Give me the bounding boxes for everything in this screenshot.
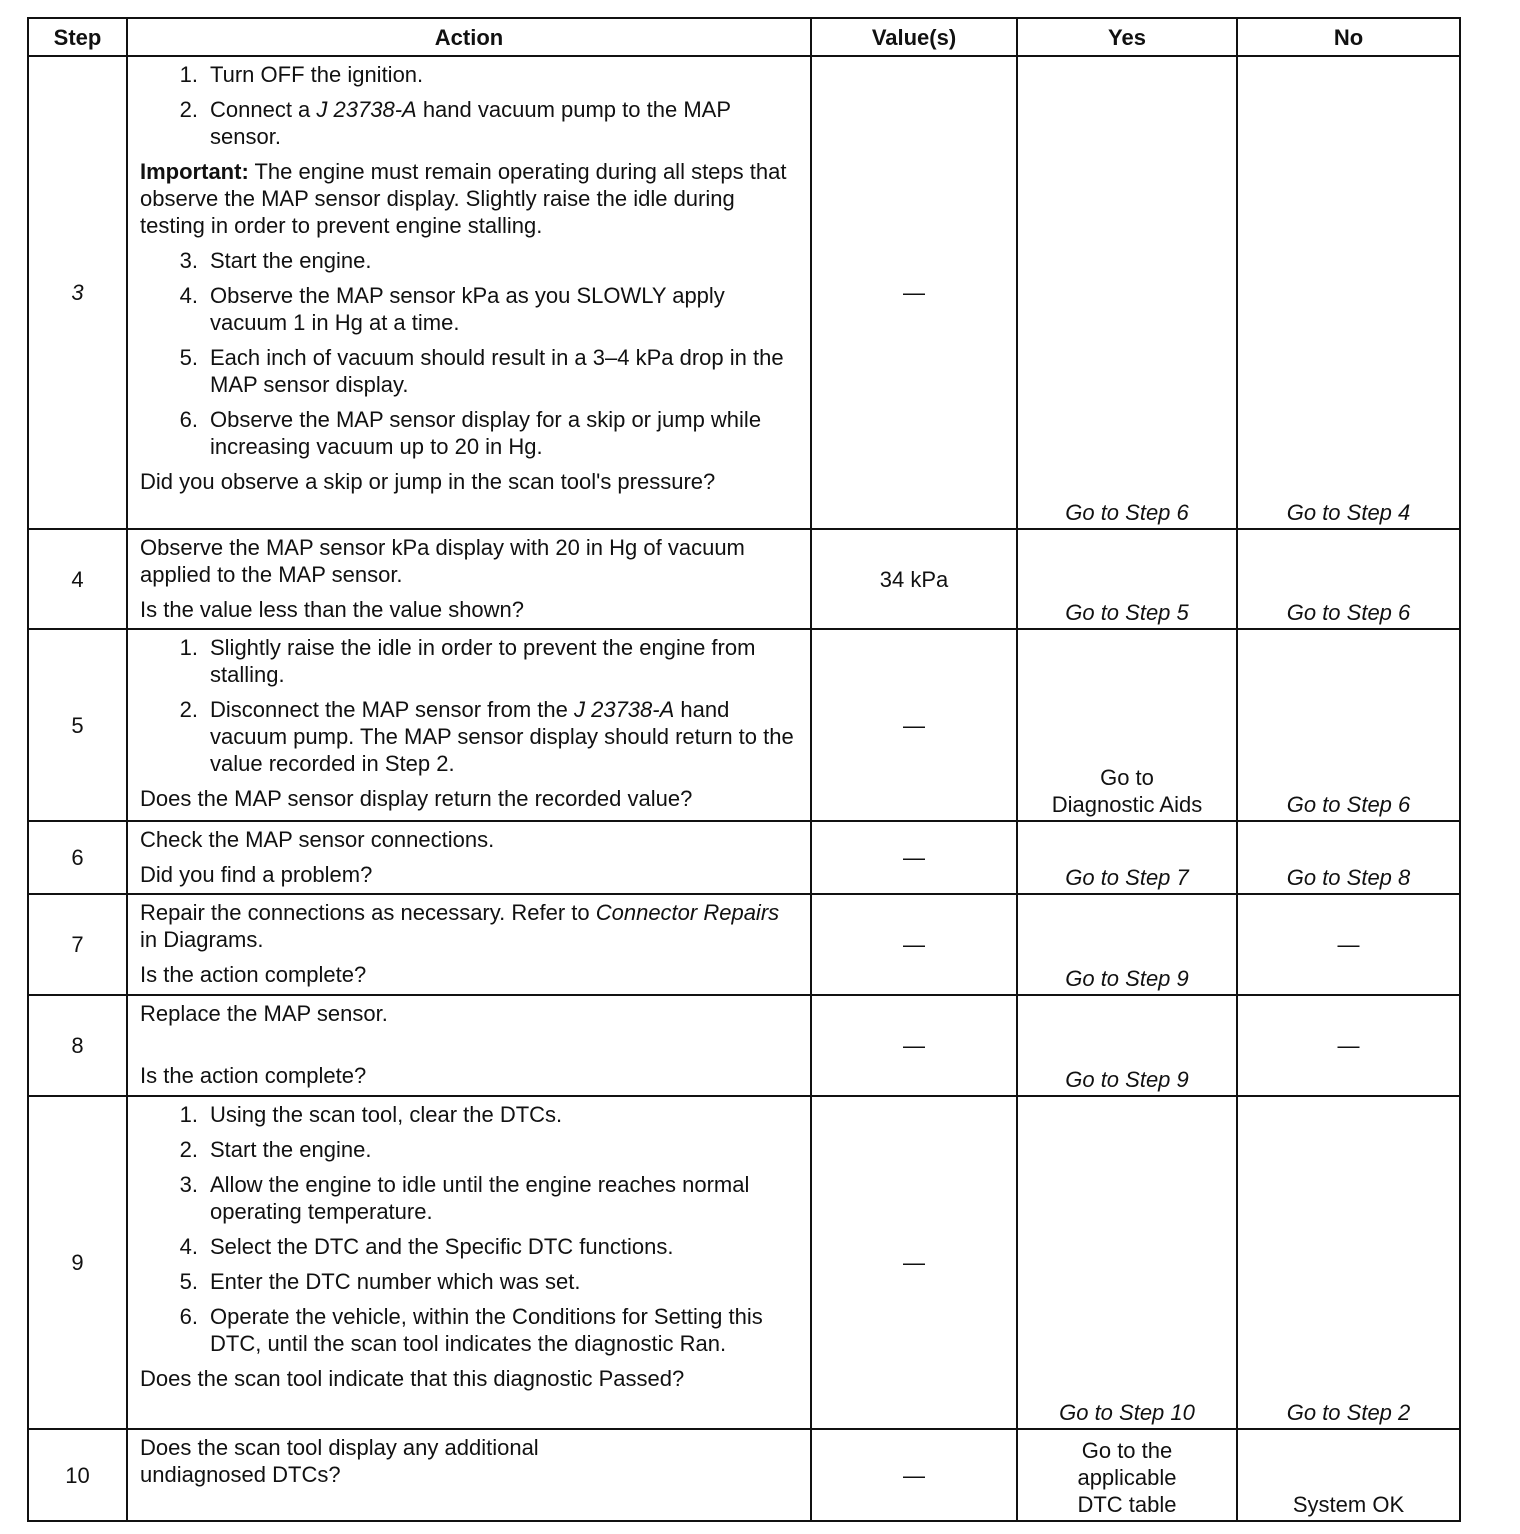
table-row-step-8 <box>28 995 1460 1096</box>
table-row-step-7 <box>28 894 1460 995</box>
action-cell <box>127 821 811 894</box>
list-item: 6. Operate the vehicle, within the Conditions for Setting this DTC, until the scan tool indicates the diagnostic Ran. <box>179 1304 763 1356</box>
important-note: Important: The engine must remain operating during all steps that observe the MAP sensor display. Slightly raise the idle during testing in order to prevent engine stalling. <box>140 159 787 238</box>
value-cell: — <box>811 821 1017 894</box>
action-cell <box>127 995 811 1096</box>
yes-cell: Go to Step 7 <box>1017 821 1237 894</box>
no-cell: Go to Step 6 <box>1237 529 1460 629</box>
header-step: Step <box>28 18 127 56</box>
yes-cell: Go to Step 5 <box>1017 529 1237 629</box>
value-cell: — <box>811 1429 1017 1521</box>
step-number: 7 <box>28 894 127 995</box>
tool-reference: J 23738-A <box>573 697 675 722</box>
question: Does the scan tool indicate that this diagnostic Passed? <box>140 1366 685 1391</box>
value-cell: — <box>811 1096 1017 1429</box>
no-cell: Go to Step 4 <box>1237 56 1460 529</box>
action-cell <box>127 56 811 529</box>
list-item: 1. Turn OFF the ignition. <box>179 62 424 87</box>
yes-cell: Go to Step 6 <box>1017 56 1237 529</box>
tool-reference: J 23738-A <box>316 97 417 122</box>
table-row-step-6 <box>28 821 1460 894</box>
no-cell: System OK <box>1237 1429 1460 1521</box>
list-item: 4. Select the DTC and the Specific DTC functions. <box>179 1234 674 1259</box>
question: Is the action complete? <box>140 962 367 987</box>
question: Does the scan tool display any additional undiagnosed DTCs? <box>140 1435 539 1487</box>
value-cell: — <box>811 995 1017 1096</box>
diagnostic-table <box>27 17 1461 1522</box>
list-item: 5. Enter the DTC number which was set. <box>179 1269 581 1294</box>
step-number: 5 <box>28 629 127 821</box>
doc-reference: Connector Repairs <box>595 900 780 925</box>
table-row-step-9 <box>28 1096 1460 1429</box>
value-cell: 34 kPa <box>811 529 1017 629</box>
table-row-step-10 <box>28 1429 1460 1521</box>
no-cell: — <box>1237 894 1460 995</box>
header-values: Value(s) <box>811 18 1017 56</box>
table-row-step-3 <box>28 56 1460 529</box>
action-text: Observe the MAP sensor kPa display with 20 in Hg of vacuum applied to the MAP sensor. <box>140 535 745 587</box>
value-cell: — <box>811 56 1017 529</box>
list-item: 2. Connect a J 23738-A hand vacuum pump to the MAP sensor. <box>179 97 731 149</box>
question: Is the action complete? <box>140 1063 367 1088</box>
no-cell: Go to Step 2 <box>1237 1096 1460 1429</box>
table-row-step-5 <box>28 629 1460 821</box>
step-number: 8 <box>28 995 127 1096</box>
table-row-step-4 <box>28 529 1460 629</box>
question: Did you find a problem? <box>140 862 373 887</box>
header-yes: Yes <box>1017 18 1237 56</box>
step-number: 9 <box>28 1096 127 1429</box>
list-item: 3. Start the engine. <box>179 248 372 273</box>
action-cell <box>127 1429 811 1521</box>
question: Is the value less than the value shown? <box>140 597 525 622</box>
step-number: 6 <box>28 821 127 894</box>
no-cell: Go to Step 8 <box>1237 821 1460 894</box>
list-item: 2. Disconnect the MAP sensor from the J 23738-A hand vacuum pump. The MAP sensor display should return to the value recorded in Step 2. <box>179 697 794 776</box>
header-no: No <box>1237 18 1460 56</box>
value-cell: — <box>811 629 1017 821</box>
question: Did you observe a skip or jump in the scan tool's pressure? <box>140 469 716 494</box>
yes-cell: Go to the applicable DTC table <box>1017 1429 1237 1521</box>
list-item: 6. Observe the MAP sensor display for a skip or jump while increasing vacuum up to 20 in Hg. <box>179 407 762 459</box>
list-item: 1. Using the scan tool, clear the DTCs. <box>179 1102 563 1127</box>
action-text: Replace the MAP sensor. <box>140 1001 388 1026</box>
list-item: 5. Each inch of vacuum should result in a 3–4 kPa drop in the MAP sensor display. <box>179 345 784 397</box>
list-item: 2. Start the engine. <box>179 1137 372 1162</box>
step-number: 10 <box>28 1429 127 1521</box>
action-cell <box>127 529 811 629</box>
header-row <box>28 18 1460 56</box>
action-text: Check the MAP sensor connections. <box>140 827 495 852</box>
step-number: 3 <box>28 56 127 529</box>
header-action: Action <box>127 18 811 56</box>
action-cell <box>127 1096 811 1429</box>
no-cell: — <box>1237 995 1460 1096</box>
action-cell <box>127 629 811 821</box>
list-item: 1. Slightly raise the idle in order to prevent the engine from stalling. <box>179 635 756 687</box>
question: Does the MAP sensor display return the recorded value? <box>140 786 693 811</box>
yes-cell: Go to Diagnostic Aids <box>1017 629 1237 821</box>
value-cell: — <box>811 894 1017 995</box>
yes-cell: Go to Step 9 <box>1017 894 1237 995</box>
list-item: 4. Observe the MAP sensor kPa as you SLOWLY apply vacuum 1 in Hg at a time. <box>179 283 725 335</box>
action-text: Repair the connections as necessary. Refer to Connector Repairs in Diagrams. <box>140 900 780 952</box>
yes-cell: Go to Step 9 <box>1017 995 1237 1096</box>
list-item: 3. Allow the engine to idle until the engine reaches normal operating temperature. <box>179 1172 750 1224</box>
no-cell: Go to Step 6 <box>1237 629 1460 821</box>
yes-cell: Go to Step 10 <box>1017 1096 1237 1429</box>
action-cell <box>127 894 811 995</box>
step-number: 4 <box>28 529 127 629</box>
